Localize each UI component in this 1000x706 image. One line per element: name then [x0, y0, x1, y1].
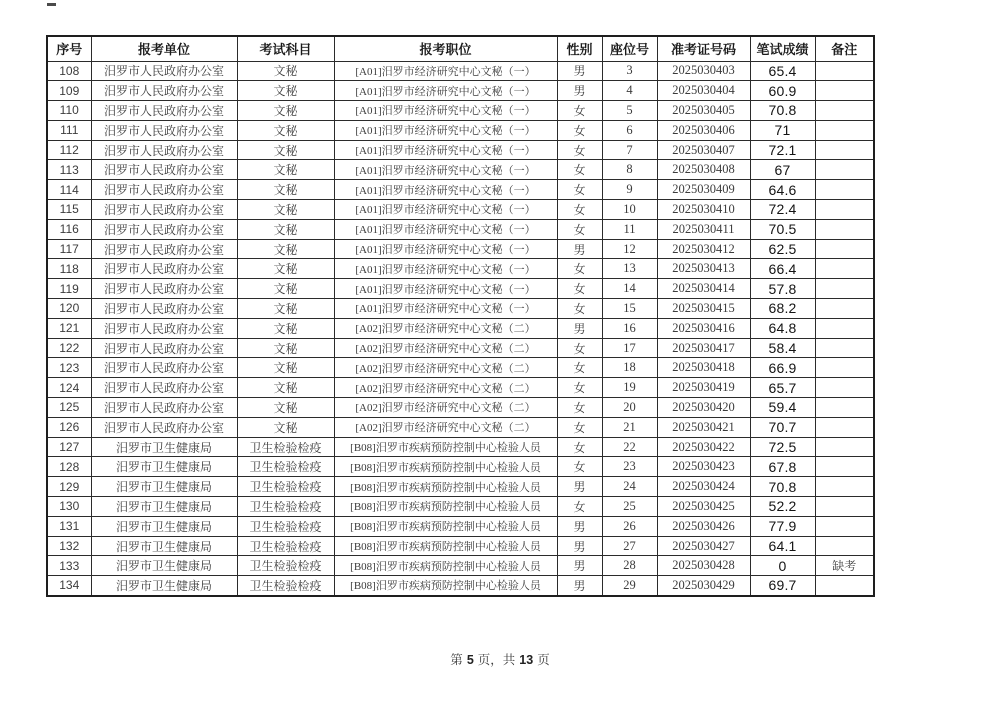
cell-subject: 文秘 [237, 398, 334, 418]
table-row [47, 160, 874, 180]
exam-results-table [46, 35, 875, 597]
cell-seat: 29 [602, 576, 657, 596]
cell-serial: 120 [47, 299, 91, 319]
cell-subject: 文秘 [237, 279, 334, 299]
cell-unit: 汨罗市人民政府办公室 [91, 200, 237, 220]
cell-seat: 17 [602, 338, 657, 358]
cell-gender: 女 [557, 378, 602, 398]
table-row [47, 516, 874, 536]
cell-subject: 文秘 [237, 160, 334, 180]
cell-ticket-number: 2025030421 [657, 417, 750, 437]
cell-remark [815, 536, 874, 556]
cell-gender: 女 [557, 457, 602, 477]
cell-gender: 男 [557, 81, 602, 101]
cell-seat: 9 [602, 180, 657, 200]
cell-serial: 119 [47, 279, 91, 299]
cell-score: 64.8 [750, 318, 815, 338]
cell-subject: 卫生检验检疫 [237, 536, 334, 556]
cell-unit: 汨罗市卫生健康局 [91, 556, 237, 576]
cell-unit: 汨罗市人民政府办公室 [91, 417, 237, 437]
column-header-remark: 备注 [815, 36, 874, 61]
cell-remark [815, 160, 874, 180]
cell-seat: 28 [602, 556, 657, 576]
table-row [47, 200, 874, 220]
table-row [47, 140, 874, 160]
cell-serial: 118 [47, 259, 91, 279]
cell-ticket-number: 2025030404 [657, 81, 750, 101]
cell-remark [815, 358, 874, 378]
cell-position: [A01]汨罗市经济研究中心文秘（一） [334, 120, 557, 140]
cell-position: [A01]汨罗市经济研究中心文秘（一） [334, 219, 557, 239]
cell-subject: 文秘 [237, 239, 334, 259]
cell-gender: 男 [557, 516, 602, 536]
column-header-ticket-number: 准考证号码 [657, 36, 750, 61]
cell-position: [A01]汨罗市经济研究中心文秘（一） [334, 200, 557, 220]
cell-serial: 117 [47, 239, 91, 259]
cell-serial: 134 [47, 576, 91, 596]
cell-ticket-number: 2025030408 [657, 160, 750, 180]
table-row [47, 81, 874, 101]
cell-gender: 女 [557, 417, 602, 437]
cell-unit: 汨罗市人民政府办公室 [91, 81, 237, 101]
cell-unit: 汨罗市人民政府办公室 [91, 398, 237, 418]
cell-ticket-number: 2025030425 [657, 497, 750, 517]
column-header-position: 报考职位 [334, 36, 557, 61]
cell-position: [B08]汨罗市疾病预防控制中心检验人员 [334, 516, 557, 536]
cell-remark [815, 516, 874, 536]
cell-gender: 男 [557, 239, 602, 259]
cell-score: 60.9 [750, 81, 815, 101]
cell-gender: 女 [557, 279, 602, 299]
cell-position: [B08]汨罗市疾病预防控制中心检验人员 [334, 457, 557, 477]
cell-ticket-number: 2025030429 [657, 576, 750, 596]
cell-position: [A02]汨罗市经济研究中心文秘（二） [334, 398, 557, 418]
table-row [47, 556, 874, 576]
table-row [47, 457, 874, 477]
cell-position: [A02]汨罗市经济研究中心文秘（二） [334, 338, 557, 358]
cell-unit: 汨罗市人民政府办公室 [91, 180, 237, 200]
column-header-gender: 性别 [557, 36, 602, 61]
cell-subject: 文秘 [237, 140, 334, 160]
cell-subject: 卫生检验检疫 [237, 516, 334, 536]
table-row [47, 576, 874, 596]
cell-gender: 女 [557, 200, 602, 220]
cell-position: [A01]汨罗市经济研究中心文秘（一） [334, 61, 557, 81]
cell-score: 70.8 [750, 477, 815, 497]
cell-serial: 121 [47, 318, 91, 338]
cell-ticket-number: 2025030416 [657, 318, 750, 338]
cell-position: [A01]汨罗市经济研究中心文秘（一） [334, 279, 557, 299]
cell-seat: 24 [602, 477, 657, 497]
cell-seat: 13 [602, 259, 657, 279]
cell-ticket-number: 2025030409 [657, 180, 750, 200]
cell-ticket-number: 2025030406 [657, 120, 750, 140]
cell-subject: 卫生检验检疫 [237, 497, 334, 517]
cell-ticket-number: 2025030407 [657, 140, 750, 160]
cell-score: 0 [750, 556, 815, 576]
cell-unit: 汨罗市卫生健康局 [91, 437, 237, 457]
table-header-row [47, 36, 874, 61]
cell-serial: 125 [47, 398, 91, 418]
table-row [47, 378, 874, 398]
cell-subject: 文秘 [237, 101, 334, 121]
cell-position: [A02]汨罗市经济研究中心文秘（二） [334, 417, 557, 437]
cell-seat: 3 [602, 61, 657, 81]
cell-seat: 12 [602, 239, 657, 259]
cell-subject: 文秘 [237, 417, 334, 437]
cell-unit: 汨罗市人民政府办公室 [91, 378, 237, 398]
cell-score: 65.4 [750, 61, 815, 81]
cell-unit: 汨罗市人民政府办公室 [91, 358, 237, 378]
cell-ticket-number: 2025030427 [657, 536, 750, 556]
cell-seat: 27 [602, 536, 657, 556]
cell-serial: 123 [47, 358, 91, 378]
cell-serial: 122 [47, 338, 91, 358]
cell-score: 65.7 [750, 378, 815, 398]
cell-remark [815, 101, 874, 121]
table-row [47, 338, 874, 358]
cell-unit: 汨罗市卫生健康局 [91, 457, 237, 477]
cell-unit: 汨罗市卫生健康局 [91, 536, 237, 556]
cell-gender: 女 [557, 160, 602, 180]
cell-seat: 7 [602, 140, 657, 160]
cell-serial: 110 [47, 101, 91, 121]
cell-subject: 文秘 [237, 259, 334, 279]
cell-gender: 男 [557, 61, 602, 81]
cell-unit: 汨罗市人民政府办公室 [91, 140, 237, 160]
cell-serial: 108 [47, 61, 91, 81]
cell-gender: 男 [557, 318, 602, 338]
cell-seat: 26 [602, 516, 657, 536]
cell-score: 58.4 [750, 338, 815, 358]
cell-seat: 10 [602, 200, 657, 220]
cell-remark: 缺考 [815, 556, 874, 576]
cell-score: 66.4 [750, 259, 815, 279]
cell-subject: 文秘 [237, 81, 334, 101]
cell-serial: 132 [47, 536, 91, 556]
cell-seat: 18 [602, 358, 657, 378]
cell-gender: 女 [557, 259, 602, 279]
cell-remark [815, 239, 874, 259]
column-header-serial: 序号 [47, 36, 91, 61]
cell-remark [815, 180, 874, 200]
footer-text-suffix: 页 [537, 653, 550, 667]
table-row [47, 318, 874, 338]
cell-remark [815, 81, 874, 101]
cell-unit: 汨罗市人民政府办公室 [91, 299, 237, 319]
cell-score: 68.2 [750, 299, 815, 319]
cell-serial: 129 [47, 477, 91, 497]
table-row [47, 259, 874, 279]
cell-remark [815, 318, 874, 338]
cell-remark [815, 259, 874, 279]
cell-remark [815, 398, 874, 418]
cell-gender: 男 [557, 576, 602, 596]
cell-position: [B08]汨罗市疾病预防控制中心检验人员 [334, 497, 557, 517]
table-row [47, 219, 874, 239]
cell-gender: 女 [557, 120, 602, 140]
cell-score: 59.4 [750, 398, 815, 418]
cell-serial: 113 [47, 160, 91, 180]
cell-remark [815, 279, 874, 299]
footer-text-middle: 页，共 [477, 653, 516, 667]
cell-seat: 20 [602, 398, 657, 418]
table-row [47, 279, 874, 299]
cell-remark [815, 200, 874, 220]
cell-remark [815, 477, 874, 497]
cell-gender: 女 [557, 398, 602, 418]
cell-position: [A01]汨罗市经济研究中心文秘（一） [334, 239, 557, 259]
cell-unit: 汨罗市卫生健康局 [91, 576, 237, 596]
cell-position: [A01]汨罗市经济研究中心文秘（一） [334, 81, 557, 101]
cell-gender: 女 [557, 180, 602, 200]
page-footer [0, 650, 1000, 669]
cell-remark [815, 299, 874, 319]
cell-score: 69.7 [750, 576, 815, 596]
cell-subject: 文秘 [237, 200, 334, 220]
cell-remark [815, 140, 874, 160]
cell-subject: 卫生检验检疫 [237, 477, 334, 497]
table-row [47, 497, 874, 517]
cell-score: 71 [750, 120, 815, 140]
cell-ticket-number: 2025030420 [657, 398, 750, 418]
footer-text-prefix: 第 [450, 653, 463, 667]
cell-remark [815, 120, 874, 140]
cell-score: 67 [750, 160, 815, 180]
cell-seat: 19 [602, 378, 657, 398]
cell-ticket-number: 2025030415 [657, 299, 750, 319]
cell-seat: 15 [602, 299, 657, 319]
cell-ticket-number: 2025030419 [657, 378, 750, 398]
cell-unit: 汨罗市人民政府办公室 [91, 160, 237, 180]
cell-subject: 文秘 [237, 358, 334, 378]
cell-seat: 4 [602, 81, 657, 101]
cell-seat: 21 [602, 417, 657, 437]
cell-position: [A01]汨罗市经济研究中心文秘（一） [334, 160, 557, 180]
cell-serial: 115 [47, 200, 91, 220]
cell-serial: 127 [47, 437, 91, 457]
cell-gender: 男 [557, 556, 602, 576]
column-header-unit: 报考单位 [91, 36, 237, 61]
cell-score: 64.1 [750, 536, 815, 556]
cell-score: 66.9 [750, 358, 815, 378]
cell-ticket-number: 2025030418 [657, 358, 750, 378]
table-row [47, 417, 874, 437]
cell-position: [A01]汨罗市经济研究中心文秘（一） [334, 180, 557, 200]
cell-unit: 汨罗市卫生健康局 [91, 477, 237, 497]
cell-position: [B08]汨罗市疾病预防控制中心检验人员 [334, 556, 557, 576]
cell-ticket-number: 2025030423 [657, 457, 750, 477]
cell-score: 77.9 [750, 516, 815, 536]
cell-score: 62.5 [750, 239, 815, 259]
cell-ticket-number: 2025030422 [657, 437, 750, 457]
cell-subject: 文秘 [237, 61, 334, 81]
cell-serial: 128 [47, 457, 91, 477]
cell-seat: 11 [602, 219, 657, 239]
cell-subject: 卫生检验检疫 [237, 556, 334, 576]
cell-position: [B08]汨罗市疾病预防控制中心检验人员 [334, 437, 557, 457]
cell-position: [A01]汨罗市经济研究中心文秘（一） [334, 299, 557, 319]
cell-position: [A01]汨罗市经济研究中心文秘（一） [334, 101, 557, 121]
cell-position: [B08]汨罗市疾病预防控制中心检验人员 [334, 536, 557, 556]
cell-ticket-number: 2025030417 [657, 338, 750, 358]
cell-unit: 汨罗市人民政府办公室 [91, 219, 237, 239]
cell-score: 67.8 [750, 457, 815, 477]
cell-subject: 卫生检验检疫 [237, 437, 334, 457]
cell-unit: 汨罗市人民政府办公室 [91, 239, 237, 259]
cell-position: [A02]汨罗市经济研究中心文秘（二） [334, 378, 557, 398]
cell-ticket-number: 2025030412 [657, 239, 750, 259]
cell-remark [815, 497, 874, 517]
cell-ticket-number: 2025030413 [657, 259, 750, 279]
cell-position: [A01]汨罗市经济研究中心文秘（一） [334, 140, 557, 160]
cell-remark [815, 417, 874, 437]
cell-gender: 女 [557, 219, 602, 239]
cell-score: 72.5 [750, 437, 815, 457]
cell-gender: 女 [557, 338, 602, 358]
cell-unit: 汨罗市人民政府办公室 [91, 318, 237, 338]
cell-subject: 卫生检验检疫 [237, 576, 334, 596]
cell-ticket-number: 2025030410 [657, 200, 750, 220]
cell-score: 72.4 [750, 200, 815, 220]
cell-serial: 109 [47, 81, 91, 101]
cell-subject: 卫生检验检疫 [237, 457, 334, 477]
cell-seat: 23 [602, 457, 657, 477]
cell-gender: 女 [557, 497, 602, 517]
cell-seat: 6 [602, 120, 657, 140]
cell-score: 57.8 [750, 279, 815, 299]
cell-serial: 133 [47, 556, 91, 576]
cell-unit: 汨罗市人民政府办公室 [91, 120, 237, 140]
table-row [47, 239, 874, 259]
cell-subject: 文秘 [237, 219, 334, 239]
cell-seat: 5 [602, 101, 657, 121]
cell-remark [815, 219, 874, 239]
cell-gender: 女 [557, 101, 602, 121]
cell-seat: 14 [602, 279, 657, 299]
cell-serial: 130 [47, 497, 91, 517]
cell-score: 72.1 [750, 140, 815, 160]
cell-position: [A01]汨罗市经济研究中心文秘（一） [334, 259, 557, 279]
table-row [47, 358, 874, 378]
cell-position: [B08]汨罗市疾病预防控制中心检验人员 [334, 477, 557, 497]
cell-ticket-number: 2025030405 [657, 101, 750, 121]
cell-remark [815, 378, 874, 398]
table-row [47, 536, 874, 556]
column-header-subject: 考试科目 [237, 36, 334, 61]
cell-unit: 汨罗市人民政府办公室 [91, 279, 237, 299]
cell-serial: 112 [47, 140, 91, 160]
footer-total-pages: 13 [519, 653, 534, 667]
cell-ticket-number: 2025030426 [657, 516, 750, 536]
cell-gender: 男 [557, 536, 602, 556]
cell-serial: 126 [47, 417, 91, 437]
column-header-seat: 座位号 [602, 36, 657, 61]
cell-remark [815, 437, 874, 457]
cell-remark [815, 61, 874, 81]
cell-position: [B08]汨罗市疾病预防控制中心检验人员 [334, 576, 557, 596]
cell-position: [A02]汨罗市经济研究中心文秘（二） [334, 358, 557, 378]
table-row [47, 61, 874, 81]
footer-page-number: 5 [466, 653, 474, 667]
cell-gender: 女 [557, 358, 602, 378]
cell-subject: 文秘 [237, 338, 334, 358]
table-row [47, 180, 874, 200]
cell-subject: 文秘 [237, 299, 334, 319]
table-row [47, 299, 874, 319]
column-header-score: 笔试成绩 [750, 36, 815, 61]
cell-subject: 文秘 [237, 378, 334, 398]
table-row [47, 437, 874, 457]
cell-serial: 114 [47, 180, 91, 200]
cell-serial: 111 [47, 120, 91, 140]
cell-remark [815, 338, 874, 358]
cell-ticket-number: 2025030428 [657, 556, 750, 576]
cell-score: 70.8 [750, 101, 815, 121]
cell-ticket-number: 2025030411 [657, 219, 750, 239]
cell-unit: 汨罗市卫生健康局 [91, 497, 237, 517]
table-row [47, 120, 874, 140]
cell-remark [815, 576, 874, 596]
cell-score: 70.7 [750, 417, 815, 437]
cell-serial: 131 [47, 516, 91, 536]
cell-unit: 汨罗市人民政府办公室 [91, 101, 237, 121]
cell-subject: 文秘 [237, 318, 334, 338]
cell-unit: 汨罗市人民政府办公室 [91, 259, 237, 279]
cell-gender: 女 [557, 437, 602, 457]
cell-serial: 124 [47, 378, 91, 398]
table-row [47, 398, 874, 418]
cell-ticket-number: 2025030403 [657, 61, 750, 81]
table-row [47, 101, 874, 121]
cell-score: 52.2 [750, 497, 815, 517]
cell-gender: 男 [557, 477, 602, 497]
cell-score: 70.5 [750, 219, 815, 239]
cell-unit: 汨罗市人民政府办公室 [91, 61, 237, 81]
table-row [47, 477, 874, 497]
cell-seat: 16 [602, 318, 657, 338]
cell-seat: 22 [602, 437, 657, 457]
scan-artifact-mark [47, 3, 56, 6]
cell-position: [A02]汨罗市经济研究中心文秘（二） [334, 318, 557, 338]
cell-subject: 文秘 [237, 120, 334, 140]
cell-seat: 8 [602, 160, 657, 180]
cell-unit: 汨罗市人民政府办公室 [91, 338, 237, 358]
cell-gender: 女 [557, 299, 602, 319]
cell-serial: 116 [47, 219, 91, 239]
cell-seat: 25 [602, 497, 657, 517]
cell-gender: 女 [557, 140, 602, 160]
cell-ticket-number: 2025030414 [657, 279, 750, 299]
cell-score: 64.6 [750, 180, 815, 200]
cell-subject: 文秘 [237, 180, 334, 200]
cell-ticket-number: 2025030424 [657, 477, 750, 497]
cell-remark [815, 457, 874, 477]
cell-unit: 汨罗市卫生健康局 [91, 516, 237, 536]
